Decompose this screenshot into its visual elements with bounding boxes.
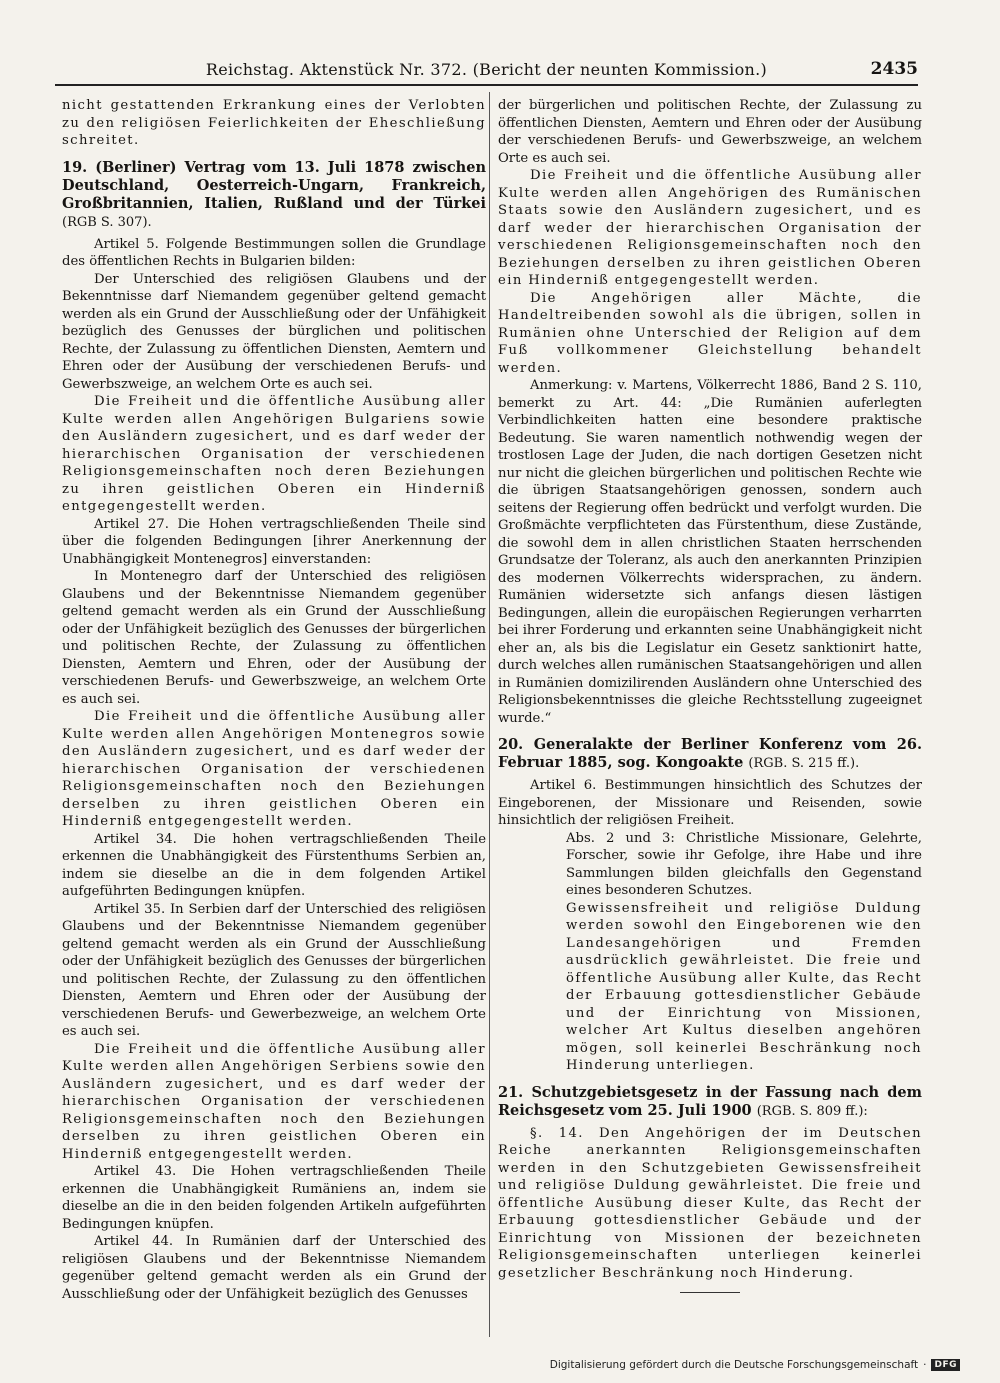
article-6: Artikel 6. Bestimmungen hinsichtlich des Schutzes der Eingeborenen, der Missionare und Reisenden, sowie hinsichtlich der religiösen Freiheit. bbox=[498, 778, 922, 828]
dfg-logo: DFG bbox=[931, 1359, 960, 1371]
article-5: Artikel 5. Folgende Bestimmungen sollen die Grundlage des öffentlichen Rechts in Bulgarien bilden: bbox=[62, 236, 486, 269]
running-header bbox=[55, 58, 918, 86]
section-number: 19. bbox=[62, 158, 88, 176]
paragraph: nicht gestattenden Erkrankung eines der Verlobten zu den religiösen Feierlichkeiten der Eheschließung schreitet. bbox=[62, 98, 486, 148]
page-number: 2435 bbox=[870, 59, 918, 79]
end-rule bbox=[680, 1292, 740, 1293]
article-34: Artikel 34. Die hohen vertragschließenden Theile erkennen die Unabhängigkeit des Fürstenthums Serbien an, indem sie dieselbe an die in dem folgenden Artikel aufgeführten Bedingungen knüpfen. bbox=[62, 831, 486, 899]
paragraph: Die Freiheit und die öffentliche Ausübung aller Kulte werden allen Angehörigen Montenegros sowie den Ausländern zugesichert, und es darf weder der hierarchischen Organisation der verschiedenen Religionsgemeinschaften noch den Beziehungen derselben zu ihren geistlichen Oberen ein Hinderniß entgegengestellt werden. bbox=[62, 709, 486, 829]
section-number: 21. bbox=[498, 1083, 524, 1101]
column-divider bbox=[489, 92, 490, 1337]
article-43: Artikel 43. Die Hohen vertragschließenden Theile erkennen die Unabhängigkeit Rumäniens an, indem sie dieselbe an die in den beiden folgenden Artikeln aufgeführten Bedingungen knüpfen. bbox=[62, 1164, 486, 1232]
annotation: Anmerkung: v. Martens, Völkerrecht 1886, Band 2 S. 110, bemerkt zu Art. 44: „Die Rumänien auferlegten Verbindlichkeiten hatten eine besondere praktische Bedeutung. Sie waren namentlich nothwendig wegen der trostlosen Lage der Juden, die nach dortigen Gesetzen nicht nur nicht die gleichen bürgerlichen und politischen Rechte wie die übrigen Staatsangehörigen genossen, sondern auch seitens der Regierung offen bedrückt und verfolgt wurden. Die Großmächte verpflichteten das Fürstenthum, diese Zustände, die sowohl dem in allen christlichen Staaten herrschenden Grundsatze der Toleranz, als auch den anerkannten Prinzipien des modernen Völkerrechts widersprachen, zu ändern. Rumänien widersetzte sich anfangs diesen lästigen Bedingungen, allein die europäischen Regierungen verharrten bei ihrer Forderung und erkannten seine Unabhängigkeit nicht eher an, als bis die Legislatur ein Gesetz sanktionirt hatte, durch welches allen rumänischen Staatsangehörigen und allen in Rumänien domizilirenden Ausländern ohne Unterschied des Religionsbekenntnisses die gleiche Rechtsstellung zugeeignet wurde.“ bbox=[498, 378, 922, 726]
paragraph: Gewissensfreiheit und religiöse Duldung werden sowohl den Eingeborenen wie den Landesangehörigen und Fremden ausdrücklich gewährleistet. Die freie und öffentliche Ausübung aller Kulte, das Recht der Erbauung gottesdienstlicher Gebäude und der Einrichtung von Missionen, welcher Art Kultus dieselben angehören mögen, soll keinerlei Beschränkung noch Hinderung unterliegen. bbox=[566, 900, 922, 1073]
separator-dot: · bbox=[923, 1359, 927, 1371]
article-27: Artikel 27. Die Hohen vertragschließenden Theile sind über die folgenden Bedingungen [ihrer Anerkennung der Unabhängigkeit Montenegros] einverstanden: bbox=[62, 516, 486, 567]
left-column bbox=[62, 97, 486, 1303]
paragraph-14: §. 14. Den Angehörigen der im Deutschen Reiche anerkannten Religionsgemeinschaften werden in den Schutzgebieten Gewissensfreiheit und religiöse Duldung gewährleistet. Die freie und öffentliche Ausübung dieser Kulte, das Recht der Erbauung gottesdienstlicher Gebäude und der Einrichtung von Missionen der bezeichneten Religionsgemeinschaften unterliegen keinerlei gesetzlicher Beschränkung noch Hinderung. bbox=[498, 1125, 922, 1281]
article-35: Artikel 35. In Serbien darf der Unterschied des religiösen Glaubens und der Bekenntnisse Niemandem gegenüber geltend gemacht werden als ein Grund der Ausschließung oder der Unfähigkeit bezüglich des Genusses der bürgerlichen und politischen Rechte, der Zulassung zu den öffentlichen Diensten, Aemtern und Ehren oder der Ausübung der verschiedenen Berufs- und Gewerbezweige, an welchem Orte es auch sei. bbox=[62, 901, 486, 1039]
footer-text: Digitalisierung gefördert durch die Deutsche Forschungsgemeinschaft bbox=[549, 1359, 919, 1371]
section-title: Schutzgebietsgesetz in der Fassung nach dem Reichsgesetz vom 25. Juli 1900 bbox=[498, 1083, 922, 1119]
paragraph: Die Freiheit und die öffentliche Ausübung aller Kulte werden allen Angehörigen Bulgariens sowie den Ausländern zugesichert, und es darf weder der hierarchischen Organisation der verschiedenen Religionsgemeinschaften noch deren Beziehungen zu ihren geistlichen Oberen ein Hinderniß entgegengestellt werden. bbox=[62, 394, 486, 514]
section-heading-20 bbox=[498, 736, 922, 773]
section-title: Generalakte der Berliner Konferenz vom 26. Februar 1885, sog. Kongoakte bbox=[498, 736, 922, 771]
section-reference: (RGB S. 307). bbox=[62, 214, 152, 230]
paragraph: der bürgerlichen und politischen Rechte, der Zulassung zu öffentlichen Diensten, Aemtern und Ehren oder der Ausübung der verschiedenen Berufs- und Gewerbszweige, an welchem Orte es auch sei. bbox=[498, 98, 922, 166]
paragraph: Die Freiheit und die öffentliche Ausübung aller Kulte werden allen Angehörigen Serbiens sowie den Ausländern zugesichert, und es darf weder der hierarchischen Organisation der verschiedenen Religionsgemeinschaften noch den Beziehungen derselben zu ihren geistlichen Oberen ein Hinderniß entgegengestellt werden. bbox=[62, 1041, 486, 1162]
section-heading-19 bbox=[62, 159, 486, 232]
paragraph: Die Freiheit und die öffentliche Ausübung aller Kulte werden allen Angehörigen des Rumänischen Staats sowie den Ausländern zugesichert, und es darf weder der hierarchischen Organisation der verschiedenen Religionsgemeinschaften noch den Beziehungen derselben zu ihren geistlichen Oberen ein Hinderniß entgegengestellt werden. bbox=[498, 168, 922, 288]
section-heading-21 bbox=[498, 1084, 922, 1121]
article-44: Artikel 44. In Rumänien darf der Unterschied des religiösen Glaubens und der Bekenntnisse Niemandem gegenüber geltend gemacht werden als ein Grund der Ausschließung oder der Unfähigkeit bezüglich des Genusses bbox=[62, 1234, 486, 1302]
section-reference: (RGB. S. 215 ff.). bbox=[748, 756, 860, 771]
paragraph: In Montenegro darf der Unterschied des religiösen Glaubens und der Bekenntnisse Niemandem gegenüber geltend gemacht werden als ein Grund der Ausschließung oder der Unfähigkeit bezüglich des Genusses der bürgerlichen und politischen Rechte, der Zulassung zu öffentlichen Diensten, Aemtern und Ehren, oder der Ausübung der verschiedenen Berufs- und Gewerbszweige, an welchem Orte es auch sei. bbox=[62, 569, 486, 707]
paragraph: Die Angehörigen aller Mächte, die Handeltreibenden sowohl als die übrigen, sollen in Rumänien ohne Unterschied der Religion auf dem Fuß vollkommener Gleichstellung behandelt werden. bbox=[498, 290, 922, 376]
paragraph: Abs. 2 und 3: Christliche Missionare, Gelehrte, Forscher, sowie ihr Gefolge, ihre Habe und ihre Sammlungen bilden gleichfalls den Gegenstand eines besonderen Schutzes. bbox=[566, 830, 922, 898]
footer bbox=[550, 1359, 960, 1371]
section-title: (Berliner) Vertrag vom 13. Juli 1878 zwischen Deutschland, Oesterreich-Ungarn, Frankreich, Großbritannien, Italien, Rußland und der Türkei bbox=[62, 158, 486, 212]
header-title: Reichstag. Aktenstück Nr. 372. (Bericht der neunten Kommission.) bbox=[205, 60, 768, 79]
right-column bbox=[498, 97, 922, 1293]
section-number: 20. bbox=[498, 736, 524, 753]
section-reference: (RGB. S. 809 ff.): bbox=[756, 1103, 868, 1119]
paragraph: Der Unterschied des religiösen Glaubens und der Bekenntnisse darf Niemandem gegenüber geltend gemacht werden als ein Grund der Ausschließung oder der Unfähigkeit bezüglich des Genusses der bürglichen und politischen Rechte, der Zulassung zu öffentlichen Diensten, Aemtern und Ehren oder der Ausübung der verschiedenen Berufs- und Gewerbszweige, an welchem Orte es auch sei. bbox=[62, 271, 486, 392]
